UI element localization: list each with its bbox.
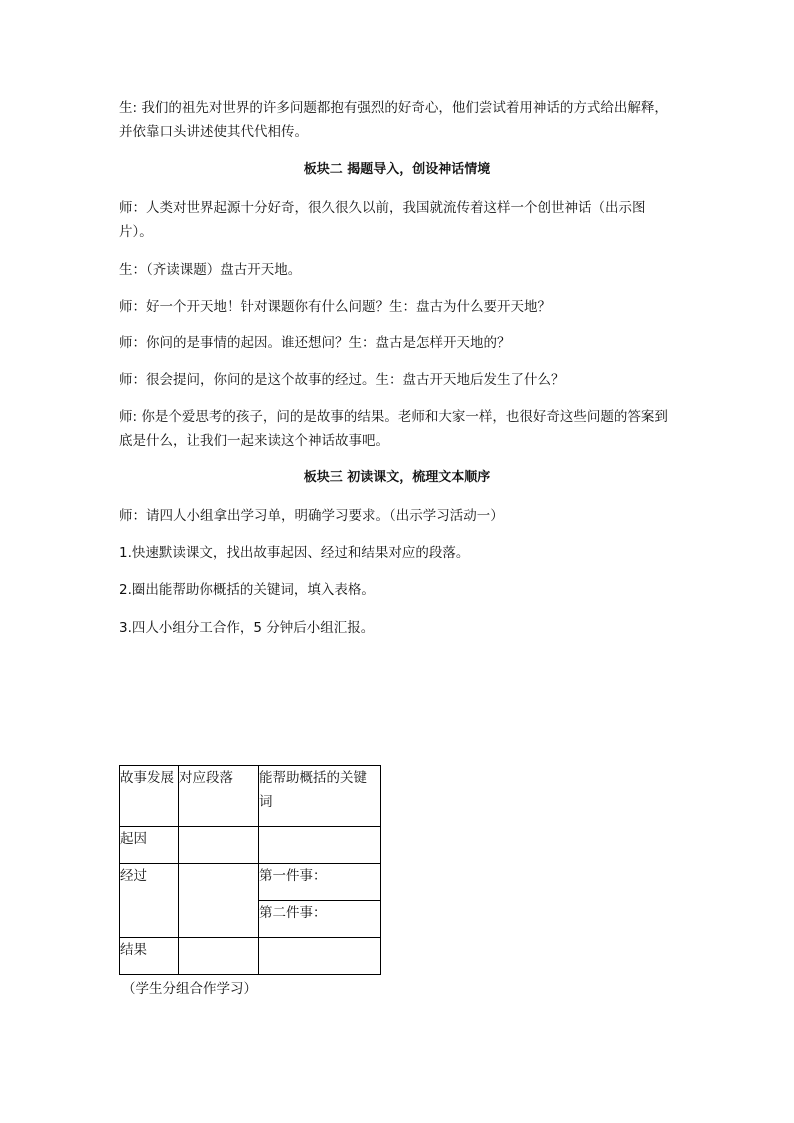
paragraph-dialogue-1: 师：好一个开天地！针对课题你有什么问题？生：盘古为什么要开天地？ [119,299,551,315]
table-cell-keywords: 第一件事： [259,864,381,901]
list-item-3: 3.四人小组分工合作，5 分钟后小组汇报。 [119,620,375,636]
table-header-cell: 对应段落 [179,766,259,827]
table-cell-stage: 结果 [120,938,179,975]
paragraph-dialogue-4: 师: 你是个爱思考的孩子，问的是故事的结果。老师和大家一样，也很好奇这些问题的答案到底是什么，让我们一起来读这个神话故事吧。 [119,409,668,449]
table-cell-paragraph [179,864,259,938]
table-caption: （学生分组合作学习） [122,981,257,997]
paragraph-teacher-instruction: 师：请四人小组拿出学习单，明确学习要求。（出示学习活动一） [119,508,504,524]
paragraph-dialogue-3: 师：很会提问，你问的是这个故事的经过。生：盘古开天地后发生了什么？ [119,372,565,388]
paragraph-student-answer: 生: 我们的祖先对世界的许多问题都抱有强烈的好奇心，他们尝试着用神话的方式给出解释，并依靠口头讲述使其代代相传。 [119,100,668,140]
table-cell-paragraph [179,938,259,975]
table-cell-keywords [259,827,381,864]
section-heading-3: 板块三 初读课文，梳理文本顺序 [303,470,491,485]
table-row [120,864,381,901]
section-heading-2: 板块二 揭题导入，创设神话情境 [303,162,491,177]
paragraph-dialogue-2: 师：你问的是事情的起因。谁还想问？生：盘古是怎样开天地的？ [119,335,511,351]
table-row [120,938,381,975]
table-header-cell: 能帮助概括的关键词 [259,766,381,827]
table-cell-keywords [259,938,381,975]
story-structure-table [119,765,381,975]
paragraph-student-reading: 生：（齐读课题）盘古开天地。 [119,262,302,278]
table-header-cell: 故事发展 [120,766,179,827]
table-row [120,827,381,864]
table-header-row [120,766,381,827]
table-cell-paragraph [179,827,259,864]
list-item-2: 2.圈出能帮助你概括的关键词，填入表格。 [119,582,375,598]
table-cell-keywords: 第二件事： [259,901,381,938]
list-item-1: 1.快速默读课文，找出故事起因、经过和结果对应的段落。 [119,545,470,561]
paragraph-teacher-intro: 师：人类对世界起源十分好奇，很久很久以前，我国就流传着这样一个创世神话（出示图片）。 [119,200,646,240]
table-cell-stage: 经过 [120,864,179,938]
table-cell-stage: 起因 [120,827,179,864]
